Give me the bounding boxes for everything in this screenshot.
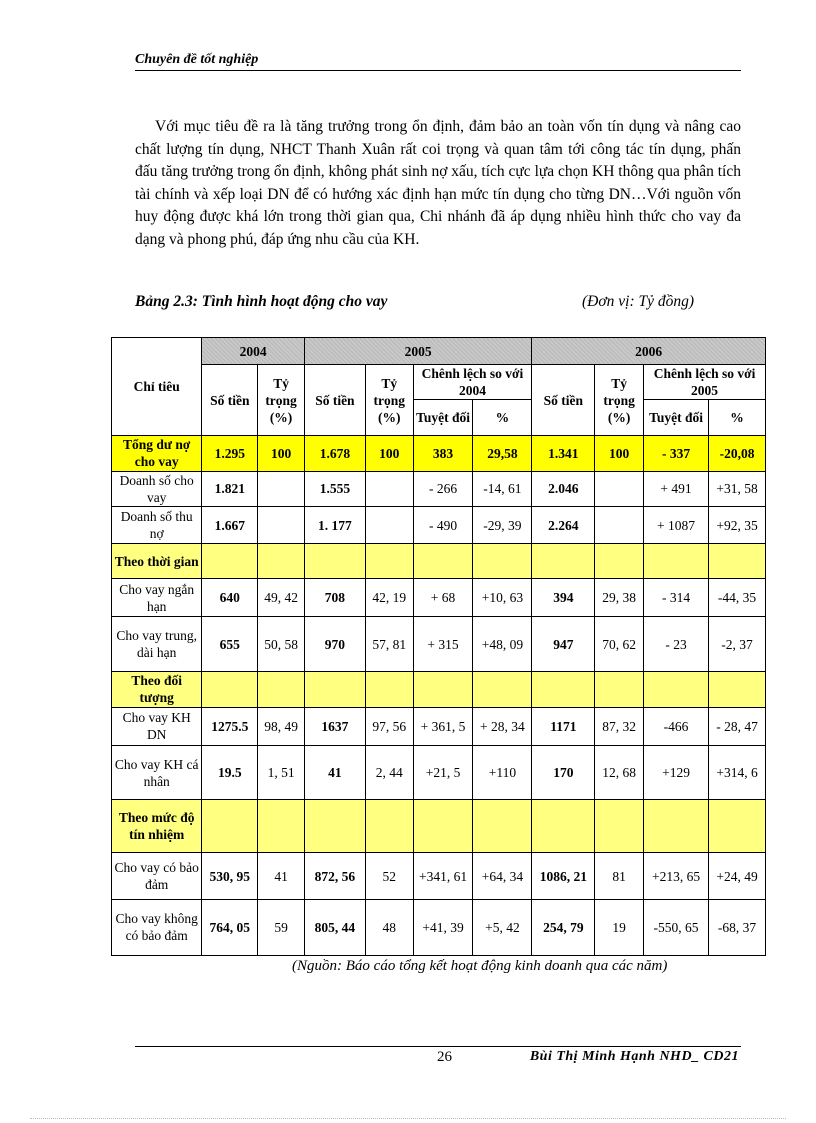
table-row [112, 853, 766, 900]
cell: + 315 [413, 617, 473, 672]
cell: 70, 62 [595, 617, 644, 672]
cell: 100 [595, 436, 644, 472]
cell: 19 [595, 899, 644, 955]
cell: 1. 177 [304, 507, 365, 544]
cell: + 28, 34 [473, 707, 532, 746]
cell: +31, 58 [709, 471, 766, 507]
table-row [112, 899, 766, 955]
cell: - 266 [413, 471, 473, 507]
lending-table [111, 337, 766, 956]
row-label: Cho vay không có bảo đảm [112, 899, 202, 955]
table-body [112, 436, 766, 956]
cell: +24, 49 [709, 853, 766, 900]
cell: + 1087 [644, 507, 709, 544]
section-row [112, 800, 766, 853]
cell: -550, 65 [644, 899, 709, 955]
cell: +64, 34 [473, 853, 532, 900]
cell: 1.341 [532, 436, 595, 472]
cell: -20,08 [709, 436, 766, 472]
cell: 57, 81 [365, 617, 413, 672]
cell: 530, 95 [202, 853, 258, 900]
cell: 100 [258, 436, 305, 472]
cell: + 491 [644, 471, 709, 507]
cell [595, 507, 644, 544]
cell [595, 471, 644, 507]
cell: 2.046 [532, 471, 595, 507]
page-bottom-divider [30, 1118, 786, 1119]
row-label: Cho vay KH DN [112, 707, 202, 746]
cell: 42, 19 [365, 579, 413, 617]
cell: 87, 32 [595, 707, 644, 746]
cell: 19.5 [202, 746, 258, 800]
cell [365, 507, 413, 544]
table-row [112, 579, 766, 617]
cell: 1171 [532, 707, 595, 746]
cell: 50, 58 [258, 617, 305, 672]
cell: -29, 39 [473, 507, 532, 544]
row-label: Cho vay trung, dài hạn [112, 617, 202, 672]
cell [365, 471, 413, 507]
cell: 1, 51 [258, 746, 305, 800]
col-pct: % [473, 400, 532, 436]
cell: -44, 35 [709, 579, 766, 617]
cell: 1.821 [202, 471, 258, 507]
cell: 52 [365, 853, 413, 900]
cell: 970 [304, 617, 365, 672]
cell: 1086, 21 [532, 853, 595, 900]
table-row [112, 436, 766, 472]
col-year-2004: 2004 [202, 338, 305, 365]
cell: - 337 [644, 436, 709, 472]
cell: - 28, 47 [709, 707, 766, 746]
cell: 100 [365, 436, 413, 472]
row-label: Cho vay có bảo đảm [112, 853, 202, 900]
cell: +314, 6 [709, 746, 766, 800]
cell: +48, 09 [473, 617, 532, 672]
row-label: Tổng dư nợ cho vay [112, 436, 202, 472]
cell: 97, 56 [365, 707, 413, 746]
cell: +10, 63 [473, 579, 532, 617]
cell: 1.678 [304, 436, 365, 472]
table-source: (Nguồn: Báo cáo tổng kết hoạt động kinh doanh qua các năm) [292, 958, 668, 974]
col-pct: % [709, 400, 766, 436]
cell: 872, 56 [304, 853, 365, 900]
cell: + 68 [413, 579, 473, 617]
cell: +21, 5 [413, 746, 473, 800]
cell: - 314 [644, 579, 709, 617]
cell: 41 [258, 853, 305, 900]
cell: 394 [532, 579, 595, 617]
table-row [112, 707, 766, 746]
col-chi-tieu: Chỉ tiêu [112, 338, 202, 436]
page-header [135, 48, 741, 71]
cell: -2, 37 [709, 617, 766, 672]
col-chenh-2004: Chênh lệch so với 2004 [413, 365, 532, 400]
cell: 947 [532, 617, 595, 672]
section-label: Theo đối tượng [112, 672, 202, 708]
cell: - 23 [644, 617, 709, 672]
body-paragraph: Với mục tiêu đề ra là tăng trưởng trong ổn định, đảm bảo an toàn vốn tín dụng và nâng cao chất lượng tín dụng, NHCT Thanh Xuân rất coi trọng và quan tâm tới công tác tín dụng, phấn đấu tăng trưởng trong ổn định, không phát sinh nợ xấu, tích cực lựa chọn KH thông qua phân tích tài chính và xếp loại DN để có hướng xác định hạn mức tín dụng cho từng DN…Với nguồn vốn huy động được khá lớn trong thời gian qua, Chi nhánh đã áp dụng nhiều hình thức cho vay đa dạng và phong phú, đáp ứng nhu cầu của KH. [135, 118, 741, 248]
cell: -14, 61 [473, 471, 532, 507]
cell: + 361, 5 [413, 707, 473, 746]
col-year-2006: 2006 [532, 338, 766, 365]
cell: +129 [644, 746, 709, 800]
cell: 254, 79 [532, 899, 595, 955]
cell: 49, 42 [258, 579, 305, 617]
cell: 59 [258, 899, 305, 955]
col-ty-trong: Tỷ trọng (%) [365, 365, 413, 436]
table-row [112, 617, 766, 672]
cell: +110 [473, 746, 532, 800]
cell: 1275.5 [202, 707, 258, 746]
section-label: Theo mức độ tín nhiệm [112, 800, 202, 853]
col-ty-trong: Tỷ trọng (%) [595, 365, 644, 436]
cell: 12, 68 [595, 746, 644, 800]
cell: 41 [304, 746, 365, 800]
cell: 764, 05 [202, 899, 258, 955]
row-label: Cho vay ngắn hạn [112, 579, 202, 617]
cell [258, 507, 305, 544]
cell: 98, 49 [258, 707, 305, 746]
col-ty-trong: Tỷ trọng (%) [258, 365, 305, 436]
row-label: Cho vay KH cá nhân [112, 746, 202, 800]
author-name: Bùi Thị Minh Hạnh NHD_ CD21 [529, 1049, 739, 1064]
cell: 805, 44 [304, 899, 365, 955]
cell: +341, 61 [413, 853, 473, 900]
cell: 81 [595, 853, 644, 900]
cell: 2.264 [532, 507, 595, 544]
cell: +41, 39 [413, 899, 473, 955]
cell: 1.295 [202, 436, 258, 472]
cell: 29, 38 [595, 579, 644, 617]
section-row [112, 543, 766, 579]
cell [258, 471, 305, 507]
col-so-tien: Số tiền [532, 365, 595, 436]
table-row [112, 746, 766, 800]
table-caption [135, 293, 741, 311]
cell: - 490 [413, 507, 473, 544]
page-footer [135, 1046, 741, 1065]
row-label: Doanh số cho vay [112, 471, 202, 507]
col-tuyet-doi: Tuyệt đối [644, 400, 709, 436]
col-tuyet-doi: Tuyệt đối [413, 400, 473, 436]
cell: 170 [532, 746, 595, 800]
table-caption-unit: (Đơn vị: Tỷ đồng) [582, 293, 695, 310]
page-number: 26 [437, 1049, 452, 1065]
cell: +213, 65 [644, 853, 709, 900]
cell: 2, 44 [365, 746, 413, 800]
cell: 640 [202, 579, 258, 617]
col-year-2005: 2005 [304, 338, 531, 365]
cell: 1.555 [304, 471, 365, 507]
cell: 708 [304, 579, 365, 617]
cell: -68, 37 [709, 899, 766, 955]
table-row [112, 471, 766, 507]
row-label: Doanh số thu nợ [112, 507, 202, 544]
cell: +5, 42 [473, 899, 532, 955]
col-chenh-2005: Chênh lệch so với 2005 [644, 365, 766, 400]
table-caption-label: Bảng 2.3: Tình hình hoạt động cho vay [135, 293, 388, 310]
cell: 655 [202, 617, 258, 672]
col-so-tien: Số tiền [304, 365, 365, 436]
header-title: Chuyên đề tốt nghiệp [135, 52, 259, 67]
cell: -466 [644, 707, 709, 746]
section-row [112, 672, 766, 708]
cell: 383 [413, 436, 473, 472]
cell: 29,58 [473, 436, 532, 472]
cell: 48 [365, 899, 413, 955]
cell: 1.667 [202, 507, 258, 544]
cell: +92, 35 [709, 507, 766, 544]
col-so-tien: Số tiền [202, 365, 258, 436]
table-row [112, 507, 766, 544]
cell: 1637 [304, 707, 365, 746]
section-label: Theo thời gian [112, 543, 202, 579]
